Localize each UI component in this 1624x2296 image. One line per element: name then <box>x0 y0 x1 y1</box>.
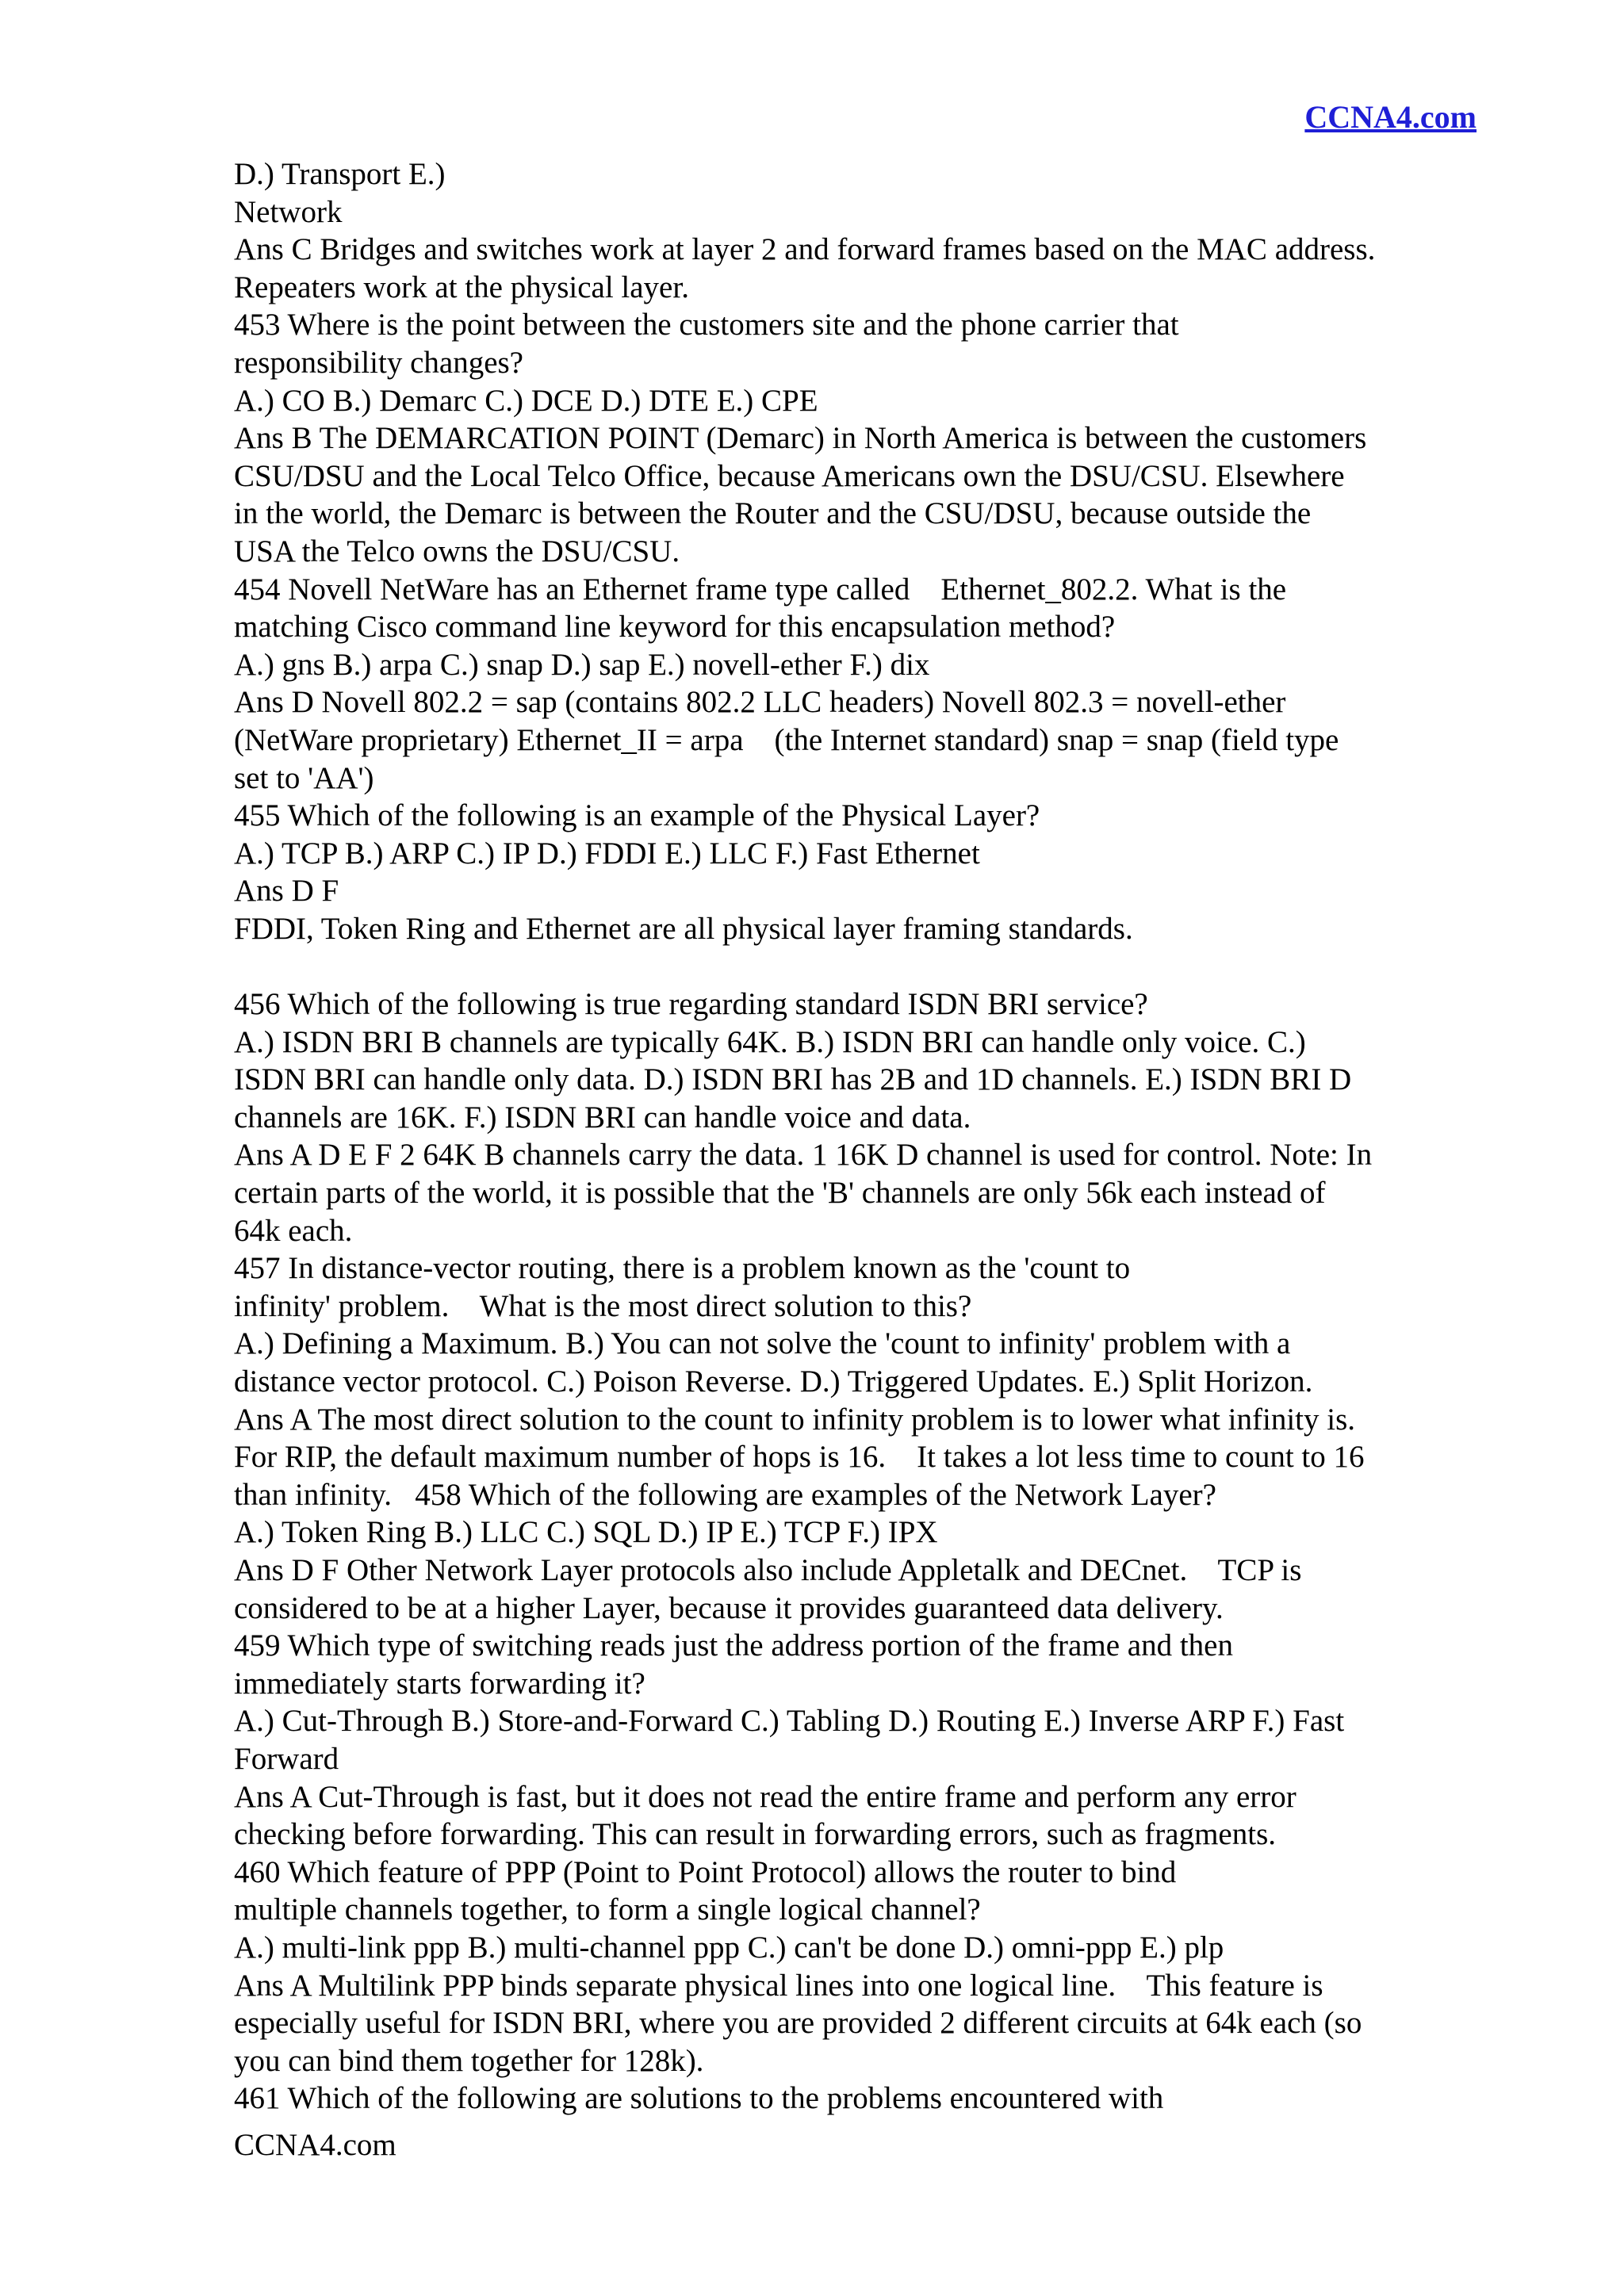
text-line: A.) TCP B.) ARP C.) IP D.) FDDI E.) LLC F.) Fast Ethernet <box>234 836 980 871</box>
text-line: A.) Cut-Through B.) Store-and-Forward C.) Tabling D.) Routing E.) Inverse ARP F.) Fast <box>234 1704 1345 1739</box>
text-line: Ans A Multilink PPP binds separate physical lines into one logical line. This feature is <box>234 1968 1323 2003</box>
text-line: A.) Defining a Maximum. B.) You can not solve the 'count to infinity' problem with a <box>234 1326 1291 1361</box>
text-line: distance vector protocol. C.) Poison Reverse. D.) Triggered Updates. E.) Split Horizon. <box>234 1364 1313 1399</box>
text-line: A.) Token Ring B.) LLC C.) SQL D.) IP E.) TCP F.) IPX <box>234 1515 938 1550</box>
text-line: in the world, the Demarc is between the Router and the CSU/DSU, because outside the <box>234 496 1312 531</box>
text-line: responsibility changes? <box>234 345 523 380</box>
text-line: immediately starts forwarding it? <box>234 1666 645 1701</box>
text-line: channels are 16K. F.) ISDN BRI can handle voice and data. <box>234 1100 971 1135</box>
text-line: multiple channels together, to form a single logical channel? <box>234 1892 981 1927</box>
document-body <box>234 155 1503 2118</box>
page-footer: CCNA4.com <box>234 2128 396 2162</box>
text-line: A.) ISDN BRI B channels are typically 64K. B.) ISDN BRI can handle only voice. C.) <box>234 1024 1306 1059</box>
text-line: considered to be at a higher Layer, because it provides guaranteed data delivery. <box>234 1590 1224 1625</box>
text-line: Ans A The most direct solution to the count to infinity problem is to lower what infinity is. <box>234 1402 1355 1437</box>
blank-line <box>234 947 1503 985</box>
text-line: 457 In distance-vector routing, there is a problem known as the 'count to <box>234 1251 1131 1286</box>
text-line: Repeaters work at the physical layer. <box>234 270 689 304</box>
text-line: A.) CO B.) Demarc C.) DCE D.) DTE E.) CPE <box>234 383 818 418</box>
text-line: 461 Which of the following are solutions to the problems encountered with <box>234 2081 1164 2116</box>
text-line: Ans D Novell 802.2 = sap (contains 802.2 LLC headers) Novell 802.3 = novell-ether <box>234 685 1286 720</box>
text-line: 460 Which feature of PPP (Point to Point Protocol) allows the router to bind <box>234 1854 1177 1889</box>
text-line: For RIP, the default maximum number of hops is 16. It takes a lot less time to count to 16 <box>234 1440 1365 1475</box>
text-line: 455 Which of the following is an example of the Physical Layer? <box>234 798 1040 833</box>
text-line: FDDI, Token Ring and Ethernet are all physical layer framing standards. <box>234 911 1133 946</box>
text-line: 64k each. <box>234 1213 353 1248</box>
text-line: (NetWare proprietary) Ethernet_II = arpa (the Internet standard) snap = snap (field type <box>234 722 1339 757</box>
text-line: than infinity. 458 Which of the following are examples of the Network Layer? <box>234 1477 1216 1512</box>
text-line: Ans D F Other Network Layer protocols also include Appletalk and DECnet. TCP is <box>234 1552 1302 1587</box>
text-line: D.) Transport E.) <box>234 157 446 191</box>
text-line: Ans A Cut-Through is fast, but it does not read the entire frame and perform any error <box>234 1779 1297 1814</box>
text-line: Network <box>234 194 343 229</box>
text-line: especially useful for ISDN BRI, where you are provided 2 different circuits at 64k each (so <box>234 2006 1362 2041</box>
text-line: CSU/DSU and the Local Telco Office, because Americans own the DSU/CSU. Elsewhere <box>234 458 1345 493</box>
text-line: 453 Where is the point between the customers site and the phone carrier that <box>234 308 1179 342</box>
text-line: USA the Telco owns the DSU/CSU. <box>234 534 680 568</box>
text-line: you can bind them together for 128k). <box>234 2043 704 2078</box>
text-line: infinity' problem. What is the most direct solution to this? <box>234 1288 972 1323</box>
site-link[interactable]: CCNA4.com <box>1304 99 1477 135</box>
text-line: Forward <box>234 1741 339 1776</box>
text-line: checking before forwarding. This can result in forwarding errors, such as fragments. <box>234 1817 1277 1852</box>
text-line: Ans A D E F 2 64K B channels carry the data. 1 16K D channel is used for control. Note: In <box>234 1138 1373 1173</box>
page-header <box>0 98 1477 136</box>
text-line: 456 Which of the following is true regarding standard ISDN BRI service? <box>234 987 1148 1022</box>
text-line: 459 Which type of switching reads just the address portion of the frame and then <box>234 1628 1233 1663</box>
text-line: set to 'AA') <box>234 760 374 795</box>
text-line: Ans C Bridges and switches work at layer 2 and forward frames based on the MAC address. <box>234 232 1376 267</box>
text-line: ISDN BRI can handle only data. D.) ISDN BRI has 2B and 1D channels. E.) ISDN BRI D <box>234 1062 1352 1097</box>
text-line: 454 Novell NetWare has an Ethernet frame type called Ethernet_802.2. What is the <box>234 572 1287 607</box>
text-line: matching Cisco command line keyword for this encapsulation method? <box>234 610 1116 645</box>
text-line: certain parts of the world, it is possible that the 'B' channels are only 56k each instead of <box>234 1176 1326 1211</box>
text-line: Ans B The DEMARCATION POINT (Demarc) in North America is between the customers <box>234 421 1367 456</box>
text-line: A.) gns B.) arpa C.) snap D.) sap E.) novell-ether F.) dix <box>234 647 930 682</box>
text-line: Ans D F <box>234 874 339 909</box>
text-line: A.) multi-link ppp B.) multi-channel ppp C.) can't be done D.) omni-ppp E.) plp <box>234 1930 1224 1965</box>
